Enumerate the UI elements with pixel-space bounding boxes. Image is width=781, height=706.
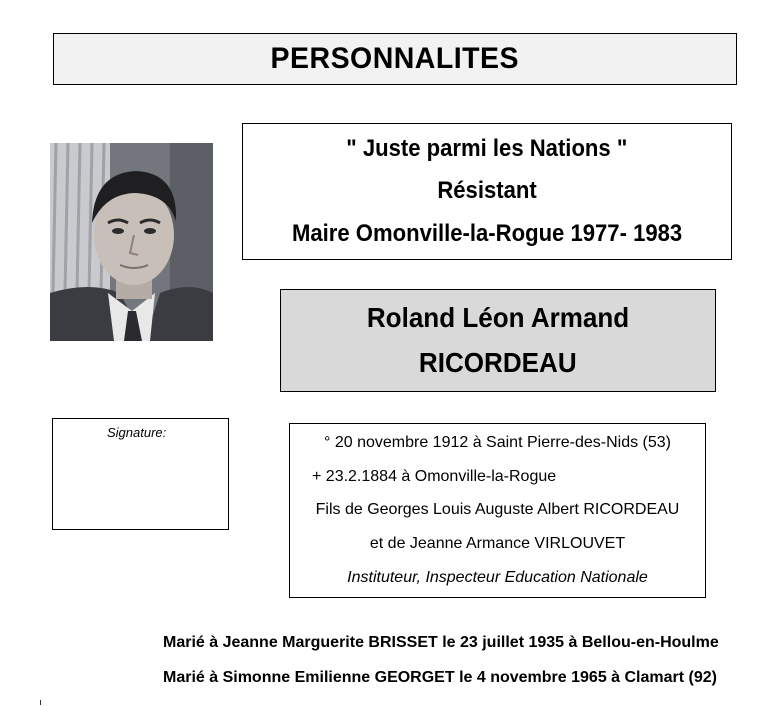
details-box	[289, 423, 706, 598]
honor-resistant: Résistant	[437, 177, 537, 205]
given-names: Roland Léon Armand	[366, 302, 630, 334]
honor-righteous: " Juste parmi les Nations "	[346, 134, 628, 162]
portrait-photo	[50, 143, 213, 341]
header-banner	[53, 33, 737, 85]
signature-box	[52, 418, 229, 530]
marriage-1: Marié à Jeanne Marguerite BRISSET le 23 juillet 1935 à Bellou-en-Houlme	[163, 634, 719, 651]
name-box	[280, 289, 716, 392]
marriage-2: Marié à Simonne Emilienne GEORGET le 4 novembre 1965 à Clamart (92)	[163, 669, 717, 686]
death-line: + 23.2.1884 à Omonville-la-Rogue	[312, 467, 557, 485]
surname: RICORDEAU	[419, 346, 577, 378]
birth-line: ° 20 novembre 1912 à Saint Pierre-des-Nids (53)	[323, 433, 671, 451]
page-mark	[40, 700, 41, 705]
profession-line: Instituteur, Inspecteur Education Nationale	[347, 569, 648, 587]
portrait-image	[50, 143, 213, 341]
signature-label: Signature:	[107, 425, 167, 440]
page-title: PERSONNALITES	[270, 42, 520, 75]
honors-box	[242, 123, 732, 260]
honor-mayor: Maire Omonville-la-Rogue 1977- 1983	[291, 219, 683, 247]
father-line: Fils de Georges Louis Auguste Albert RICORDEAU	[315, 501, 680, 519]
mother-line: et de Jeanne Armance VIRLOUVET	[369, 535, 626, 553]
